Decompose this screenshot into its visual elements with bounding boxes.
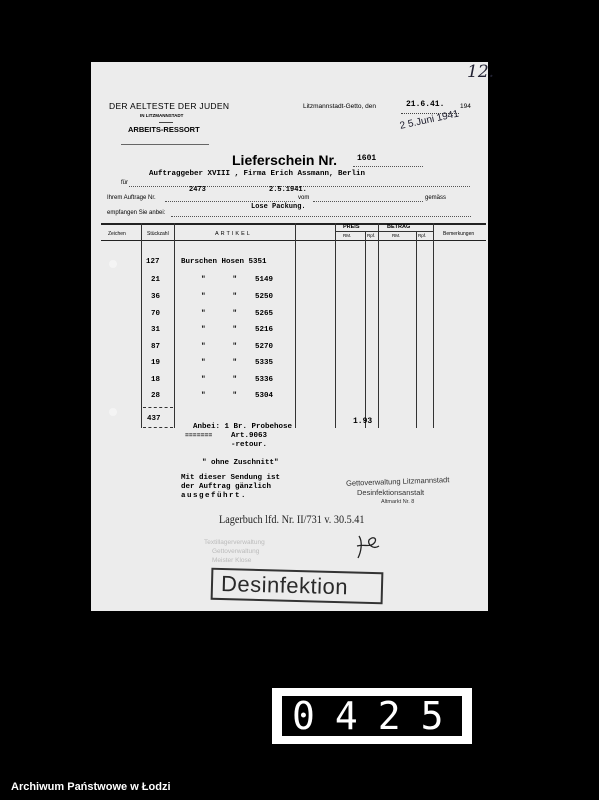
header-price: PREIS [343, 224, 360, 230]
org-city: IN LITZMANNSTADT [140, 113, 184, 118]
ghetto-stamp-line-2: Desinfektionsanstalt [357, 488, 425, 497]
from-dotted-line [313, 201, 423, 202]
row-article: " " 5304 [201, 392, 274, 400]
received-label: empfangen Sie anbei: [107, 210, 166, 216]
row-article: " " 5216 [201, 326, 274, 334]
enclosure-return: -retour. [231, 441, 268, 449]
col-divider-1 [141, 223, 142, 428]
note-line-3: ausgeführt. [181, 492, 248, 500]
department-underline [121, 144, 209, 145]
org-name: DER AELTESTE DER JUDEN [109, 101, 230, 111]
note-line-2: der Auftrag gänzlich [181, 483, 272, 491]
row-article: " " 5336 [201, 376, 274, 384]
col-divider-5 [365, 232, 366, 428]
row-article: " " 5270 [201, 343, 274, 351]
order-date: 2.5.1941. [269, 186, 307, 194]
order-number: 2473 [189, 186, 206, 194]
header-remarks: Bemerkungen [443, 231, 475, 237]
table-header-border [101, 240, 486, 241]
row-qty: 21 [151, 276, 161, 284]
note-line-1: Mit dieser Sendung ist [181, 474, 281, 482]
frame-counter-digits: 0425 [282, 696, 462, 736]
page-number: 12. [467, 62, 495, 82]
stock-book-stamp: Lagerbuch lfd. Nr. II/731 v. 30.5.41 [219, 512, 365, 526]
header-amount: BETRAG [387, 224, 411, 230]
received-dotted-line [171, 216, 471, 217]
order-label: Ihrem Auftrage Nr. [107, 195, 156, 201]
table-top-border [101, 223, 486, 225]
order-dotted-line [165, 201, 295, 202]
number-dotted-line [353, 166, 423, 167]
packaging: Lose Packung. [251, 203, 306, 211]
header-price-rm: RM. [343, 233, 352, 238]
ghetto-stamp-line-1: Gettoverwaltung Litzmannstadt [345, 475, 450, 488]
row-qty: 28 [151, 392, 161, 400]
enclosure-article: Art.9063 [231, 432, 268, 440]
enclosure-dashes: ======= [185, 432, 213, 439]
row-article: Burschen Hosen 5351 [181, 258, 267, 266]
punch-hole [109, 408, 117, 416]
textile-stamp-line-3: Meister Klose [212, 557, 252, 564]
row-qty: 127 [146, 258, 160, 266]
header-amount-rpf: Rpf. [418, 233, 427, 238]
document-title: Lieferschein Nr. [232, 152, 338, 168]
year-prefix: 194 [460, 103, 471, 110]
col-divider-2 [174, 223, 175, 428]
disinfection-stamp-text: Desinfektion [220, 571, 349, 600]
col-divider-7 [416, 232, 417, 428]
enclosure-line: Anbei: 1 Br. Probehose [193, 423, 293, 431]
total-rule-bottom [143, 427, 173, 428]
note-quote: " ohne Zuschnitt" [202, 459, 279, 467]
punch-hole [109, 260, 117, 268]
from-label: vom [298, 195, 310, 201]
frame-counter [272, 688, 472, 744]
date-value: 21.6.41. [406, 100, 445, 109]
signature [353, 532, 383, 562]
archive-label: Archiwum Państwowe w Łodzi [11, 781, 171, 793]
row-qty: 18 [151, 376, 161, 384]
row-qty: 19 [151, 359, 161, 367]
total-rule-top [143, 407, 173, 408]
header-amount-rm: RM. [392, 233, 401, 238]
price-subheader-line [335, 231, 433, 232]
header-article: ARTIKEL [215, 231, 252, 237]
for-label: für [121, 180, 129, 186]
row-article: " " 5335 [201, 359, 274, 367]
col-divider-6 [378, 223, 379, 428]
col-divider-4 [335, 223, 336, 428]
textile-stamp-line-1: Textillagerverwaltung [204, 539, 265, 546]
textile-stamp-line-2: Gettoverwaltung [212, 548, 260, 555]
row-article: " " 5265 [201, 310, 274, 318]
letterhead-divider [159, 122, 173, 123]
place-date-label: Litzmannstadt-Getto, den [303, 103, 376, 110]
ghetto-stamp-line-3: Altmarkt Nr. 8 [381, 499, 415, 505]
client-line: Auftraggeber XVIII , Firma Erich Assmann, Berlin [149, 170, 366, 178]
row-qty: 70 [151, 310, 161, 318]
archive-footer [0, 776, 599, 800]
total-quantity: 437 [147, 415, 161, 423]
col-divider-3 [295, 223, 296, 428]
col-divider-8 [433, 223, 434, 428]
header-mark: Zeichen [108, 231, 126, 237]
delivery-note-page [91, 62, 495, 611]
document-number: 1601 [357, 154, 377, 163]
row-qty: 87 [151, 343, 161, 351]
header-quantity: Stückzahl [147, 231, 169, 237]
row-article: " " 5250 [201, 293, 274, 301]
org-department: ARBEITS-RESSORT [128, 125, 200, 134]
row-qty: 31 [151, 326, 161, 334]
received-date-stamp: 2 5.Juni 1941 [398, 108, 460, 132]
row-qty: 36 [151, 293, 161, 301]
header-price-rpf: Rpf. [367, 233, 376, 238]
according-label: gemäss [425, 195, 447, 201]
enclosure-price: 1.93 [353, 417, 373, 426]
row-article: " " 5149 [201, 276, 274, 284]
disinfection-stamp [211, 568, 384, 604]
